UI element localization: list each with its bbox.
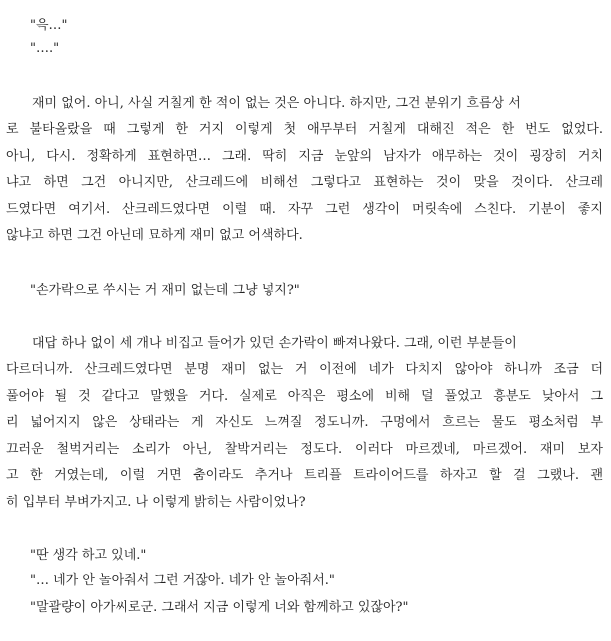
paragraph-line: 끄러운 철벅거리는 소리가 아닌, 찰박거리는 정도다. 이러다 마르겠네, 마르겠어. 재미 보자 [6, 442, 603, 457]
paragraph-line: 다르더니까. 산크레드였다면 분명 재미 없는 거 이전에 네가 다치지 않아야 하니까 조금 더 [6, 362, 603, 377]
paragraph-line: 히 입부터 부벼가지고. 나 이렇게 밝히는 사람이었나? [6, 495, 306, 510]
dialogue-line: "…." [30, 41, 60, 56]
paragraph-line: 리 넓어지지 않은 상태라는 게 자신도 느껴질 정도니까. 구멍에서 흐르는 물도 평소처럼 부 [6, 415, 603, 430]
paragraph-line: 고 한 거였는데, 이럴 거면 춤이라도 추거나 트리플 트라이어드를 하자고 할 걸 그랬나. 괜 [6, 468, 603, 483]
dialogue-line: "딴 생각 하고 있네." [30, 548, 147, 563]
paragraph-line: 대답 하나 없이 세 개나 비집고 들어가 있던 손가락이 빠져나왔다. 그래, 이런 부분들이 [32, 336, 517, 351]
paragraph-line: 아니, 다시. 정확하게 표현하면… 그래. 딱히 지금 눈앞의 남자가 애무하는 것이 굉장히 거치 [6, 149, 603, 164]
dialogue-line: "… 네가 안 놀아줘서 그런 거잖아. 네가 안 놀아줘서." [30, 573, 335, 588]
dialogue-line: "손가락으로 쑤시는 거 재미 없는데 그냥 넣지?" [30, 283, 300, 298]
paragraph-line: 않냐고 하면 그건 아닌데 묘하게 재미 없고 어색하다. [6, 228, 303, 243]
dialogue-line: "윽…" [30, 18, 68, 33]
paragraph-line: 풀어야 될 것 같다고 말했을 거다. 실제로 아직은 평소에 비해 덜 풀었고 흥분도 낮아서 그 [6, 389, 603, 404]
paragraph-line: 드였다면 여기서. 산크레드였다면 이럴 때. 자꾸 그런 생각이 머릿속에 스친다. 기분이 좋지 [6, 202, 603, 217]
dialogue-line: "말괄량이 아가씨로군. 그래서 지금 이렇게 너와 함께하고 있잖아?" [30, 600, 409, 615]
paragraph-line: 냐고 하면 그건 아니지만, 산크레드에 비해선 그렇다고 표현하는 것이 맞을 것이다. 산크레 [6, 175, 603, 190]
paragraph-line: 재미 없어. 아니, 사실 거칠게 한 적이 없는 것은 아니다. 하지만, 그건 분위기 흐름상 서 [32, 96, 521, 111]
paragraph-line: 로 불타올랐을 때 그렇게 한 거지 이렇게 첫 애무부터 거칠게 대해진 적은 한 번도 없었다. [6, 122, 603, 137]
